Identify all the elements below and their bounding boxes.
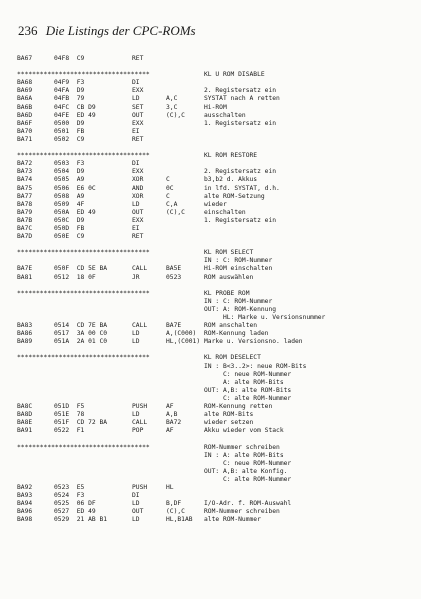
comment: alte ROM-Setzung (204, 192, 265, 200)
blank-line (17, 435, 417, 443)
code-line (17, 500, 417, 508)
code-line (17, 128, 417, 136)
opcode-bytes: 0529 21 AB B1 (54, 516, 108, 524)
mnemonic: CALL (132, 322, 148, 330)
mnemonic: XOR (132, 176, 144, 184)
separator-stars: *********************************** (17, 152, 150, 160)
opcode-bytes: 050C D9 (54, 216, 85, 224)
opcode-bytes: 0524 F3 (54, 492, 85, 500)
comment: b3,b2 d. Akkus (204, 176, 258, 184)
comment: 2. Registersatz ein (204, 87, 277, 95)
opcode-bytes: 051F CD 72 BA (54, 419, 108, 427)
code-line (17, 516, 417, 524)
opcode-bytes: 0500 D9 (54, 119, 85, 127)
code-line (17, 201, 417, 209)
mnemonic: POP (132, 427, 144, 435)
comment: ROM auswählen (204, 273, 254, 281)
section-header (17, 152, 417, 160)
comment: C: neue ROM-Nummer (204, 459, 292, 467)
opcode-bytes: 0502 C9 (54, 135, 85, 143)
opcode-bytes: 0525 06 DF (54, 500, 96, 508)
mnemonic: EXX (132, 216, 144, 224)
section-header (17, 71, 417, 79)
comment: C: neue ROM-Nummer (204, 370, 292, 378)
code-line (17, 176, 417, 184)
comment: ROM anschalten (204, 322, 258, 330)
address: BA92 (17, 483, 33, 491)
code-line (17, 95, 417, 103)
section-title: KL PROBE ROM (204, 289, 250, 297)
opcode-bytes: 0509 4F (54, 200, 85, 208)
section-title: ROM-Nummer schreiben (204, 443, 280, 451)
address: BA67 (17, 55, 33, 62)
mnemonic: EI (132, 127, 140, 135)
comment: alte ROM-Bits (204, 411, 254, 419)
code-line (17, 395, 417, 403)
operand: (C),C (166, 508, 185, 516)
operand: C (166, 192, 170, 200)
code-line (17, 160, 417, 168)
section-title: KL ROM RESTORE (204, 152, 258, 160)
comment: IN : A: alte ROM-Bits (204, 451, 284, 459)
code-line (17, 379, 417, 387)
code-line (17, 476, 417, 484)
mnemonic: CALL (132, 419, 148, 427)
code-line (17, 185, 417, 193)
mnemonic: OUT (132, 111, 144, 119)
address: BA86 (17, 330, 33, 338)
address: BA93 (17, 492, 33, 500)
opcode-bytes: 0501 FB (54, 127, 85, 135)
section-header (17, 290, 417, 298)
code-line (17, 136, 417, 144)
code-line (17, 112, 417, 120)
mnemonic: EXX (132, 87, 144, 95)
opcode-bytes: 04F9 F3 (54, 79, 85, 87)
comment: alte ROM-Nummer (204, 516, 261, 524)
mnemonic: PUSH (132, 483, 148, 491)
comment: in lfd. SYSTAT, d.h. (204, 184, 280, 192)
operand: BA7E (166, 322, 182, 330)
code-line (17, 452, 417, 460)
code-line (17, 363, 417, 371)
address: BA72 (17, 160, 33, 168)
mnemonic: LD (132, 338, 140, 346)
operand: (C),C (166, 111, 185, 119)
separator-stars: *********************************** (17, 289, 150, 297)
address: BA91 (17, 427, 33, 435)
operand: AF (166, 427, 174, 435)
separator-stars: *********************************** (17, 249, 150, 257)
opcode-bytes: 0527 ED 49 (54, 508, 96, 516)
code-line (17, 257, 417, 265)
address: BA98 (17, 516, 33, 524)
operand: A,(C000) (166, 330, 197, 338)
operand: B,DF (166, 500, 182, 508)
mnemonic: AND (132, 184, 144, 192)
comment: OUT: A,B: alte ROM-Bits (204, 386, 292, 394)
code-line (17, 274, 417, 282)
blank-line (17, 63, 417, 71)
code-line (17, 209, 417, 217)
operand: HL,B1AB (166, 516, 193, 524)
mnemonic: RET (132, 233, 144, 241)
comment: wieder (204, 200, 227, 208)
address: BA70 (17, 127, 33, 135)
operand: 3,C (166, 103, 178, 111)
comment: IN : C: ROM-Nummer (204, 257, 273, 265)
code-line (17, 265, 417, 273)
comment: OUT: A,B: alte Konfig. (204, 467, 288, 475)
comment: SYSTAT nach A retten (204, 95, 280, 103)
opcode-bytes: 0504 D9 (54, 168, 85, 176)
opcode-bytes: 050E C9 (54, 233, 85, 241)
opcode-bytes: 04FC CB D9 (54, 103, 96, 111)
comment: ROM-Kennung laden (204, 330, 269, 338)
mnemonic: SET (132, 103, 144, 111)
address: BA7B (17, 216, 33, 224)
code-line (17, 330, 417, 338)
code-line (17, 411, 417, 419)
code-line (17, 427, 417, 435)
address: BA81 (17, 273, 33, 281)
section-title: KL U ROM DISABLE (204, 71, 265, 79)
page-title: Die Listings der CPC-ROMs (45, 23, 196, 38)
code-line (17, 484, 417, 492)
code-line (17, 104, 417, 112)
address: BA7D (17, 233, 33, 241)
opcode-bytes: 04F8 C9 (54, 55, 85, 62)
mnemonic: DI (132, 160, 140, 168)
address: BA7C (17, 224, 33, 232)
mnemonic: LD (132, 411, 140, 419)
code-line (17, 403, 417, 411)
mnemonic: RET (132, 135, 144, 143)
operand: C,A (166, 200, 178, 208)
address: BA7E (17, 265, 33, 273)
mnemonic: PUSH (132, 403, 148, 411)
section-header (17, 444, 417, 452)
code-line (17, 306, 417, 314)
code-line (17, 371, 417, 379)
address: BA68 (17, 79, 33, 87)
address: BA74 (17, 176, 33, 184)
mnemonic: DI (132, 492, 140, 500)
address: BA6A (17, 95, 33, 103)
code-line (17, 225, 417, 233)
opcode-bytes: 0522 F1 (54, 427, 85, 435)
mnemonic: EXX (132, 119, 144, 127)
mnemonic: LD (132, 200, 140, 208)
page-header (18, 23, 196, 39)
operand: HL,(C001) (166, 338, 201, 346)
section-header (17, 249, 417, 257)
code-line (17, 298, 417, 306)
mnemonic: EI (132, 224, 140, 232)
opcode-bytes: 0523 E5 (54, 483, 85, 491)
operand: A,B (166, 411, 178, 419)
opcode-bytes: 0503 F3 (54, 160, 85, 168)
mnemonic: LD (132, 500, 140, 508)
mnemonic: XOR (132, 192, 144, 200)
code-line (17, 508, 417, 516)
assembly-listing (17, 55, 417, 524)
blank-line (17, 144, 417, 152)
mnemonic: LD (132, 330, 140, 338)
opcode-bytes: 0517 3A 00 C0 (54, 330, 108, 338)
comment: ausschalten (204, 111, 246, 119)
code-line (17, 338, 417, 346)
section-title: KL ROM DESELECT (204, 354, 261, 362)
code-line (17, 419, 417, 427)
mnemonic: DI (132, 79, 140, 87)
opcode-bytes: 04FA D9 (54, 87, 85, 95)
address: BA83 (17, 322, 33, 330)
comment: 1. Registersatz ein (204, 119, 277, 127)
mnemonic: LD (132, 516, 140, 524)
comment: I/O-Adr. f. ROM-Auswahl (204, 500, 292, 508)
mnemonic: EXX (132, 168, 144, 176)
address: BA8E (17, 419, 33, 427)
code-line (17, 322, 417, 330)
opcode-bytes: 051A 2A 01 C0 (54, 338, 108, 346)
section-header (17, 354, 417, 362)
address: BA96 (17, 508, 33, 516)
address: BA6F (17, 119, 33, 127)
comment: HL: Marke u. Versionsnummer (204, 314, 326, 321)
code-line (17, 314, 417, 322)
operand: 0C (166, 184, 174, 192)
opcode-bytes: 050F CD 5E BA (54, 265, 108, 273)
opcode-bytes: 0506 E6 0C (54, 184, 96, 192)
comment: Hi-ROM einschalten (204, 265, 273, 273)
mnemonic: LD (132, 95, 140, 103)
address: BA73 (17, 168, 33, 176)
comment: Akku wieder vom Stack (204, 427, 284, 435)
mnemonic: JR (132, 273, 140, 281)
comment: A: alte ROM-Bits (204, 378, 284, 386)
operand: (C),C (166, 208, 185, 216)
blank-line (17, 282, 417, 290)
comment: einschalten (204, 208, 246, 216)
opcode-bytes: 0514 CD 7E BA (54, 322, 108, 330)
address: BA77 (17, 192, 33, 200)
operand: BA72 (166, 419, 182, 427)
address: BA69 (17, 87, 33, 95)
code-line (17, 468, 417, 476)
section-title: KL ROM SELECT (204, 249, 254, 257)
mnemonic: RET (132, 55, 144, 62)
mnemonic: CALL (132, 265, 148, 273)
code-line (17, 492, 417, 500)
address: BA78 (17, 200, 33, 208)
code-line (17, 55, 417, 63)
address: BA8D (17, 411, 33, 419)
operand: C (166, 176, 170, 184)
separator-stars: *********************************** (17, 354, 150, 362)
comment: OUT: A: ROM-Kennung (204, 305, 277, 313)
address: BA71 (17, 135, 33, 143)
operand: BA5E (166, 265, 182, 273)
mnemonic: OUT (132, 208, 144, 216)
code-line (17, 233, 417, 241)
opcode-bytes: 050D FB (54, 224, 85, 232)
code-line (17, 460, 417, 468)
blank-line (17, 241, 417, 249)
opcode-bytes: 051D F5 (54, 403, 85, 411)
code-line (17, 193, 417, 201)
address: BA6B (17, 103, 33, 111)
address: BA94 (17, 500, 33, 508)
opcode-bytes: 051E 78 (54, 411, 85, 419)
opcode-bytes: 050A ED 49 (54, 208, 96, 216)
comment: ROM-Kennung retten (204, 403, 273, 411)
comment: Hi-ROM (204, 103, 227, 111)
code-line (17, 387, 417, 395)
address: BA89 (17, 338, 33, 346)
page-number: 236 (18, 23, 38, 38)
address: BA75 (17, 184, 33, 192)
comment: 2. Registersatz ein (204, 168, 277, 176)
address: BA6D (17, 111, 33, 119)
separator-stars: *********************************** (17, 71, 150, 79)
address: BA79 (17, 208, 33, 216)
address: BA8C (17, 403, 33, 411)
comment: ROM-Nummer schreiben (204, 508, 280, 516)
code-line (17, 168, 417, 176)
operand: HL (166, 483, 174, 491)
operand: 0523 (166, 273, 182, 281)
opcode-bytes: 04FE ED 49 (54, 111, 96, 119)
code-line (17, 217, 417, 225)
opcode-bytes: 04FB 79 (54, 95, 85, 103)
mnemonic: OUT (132, 508, 144, 516)
comment: C: alte ROM-Nummer (204, 394, 292, 402)
code-line (17, 120, 417, 128)
code-line (17, 87, 417, 95)
comment: IN : C: ROM-Nummer (204, 297, 273, 305)
opcode-bytes: 0505 A9 (54, 176, 85, 184)
code-line (17, 79, 417, 87)
comment: 1. Registersatz ein (204, 216, 277, 224)
comment: C: alte ROM-Nummer (204, 475, 292, 483)
comment: Marke u. Versionsno. laden (204, 338, 303, 346)
opcode-bytes: 0508 A9 (54, 192, 85, 200)
separator-stars: *********************************** (17, 443, 150, 451)
operand: AF (166, 403, 174, 411)
opcode-bytes: 0512 18 0F (54, 273, 96, 281)
comment: IN : B<3..2>: neue ROM-Bits (204, 362, 307, 370)
comment: wieder setzen (204, 419, 254, 427)
blank-line (17, 346, 417, 354)
operand: A,C (166, 95, 178, 103)
